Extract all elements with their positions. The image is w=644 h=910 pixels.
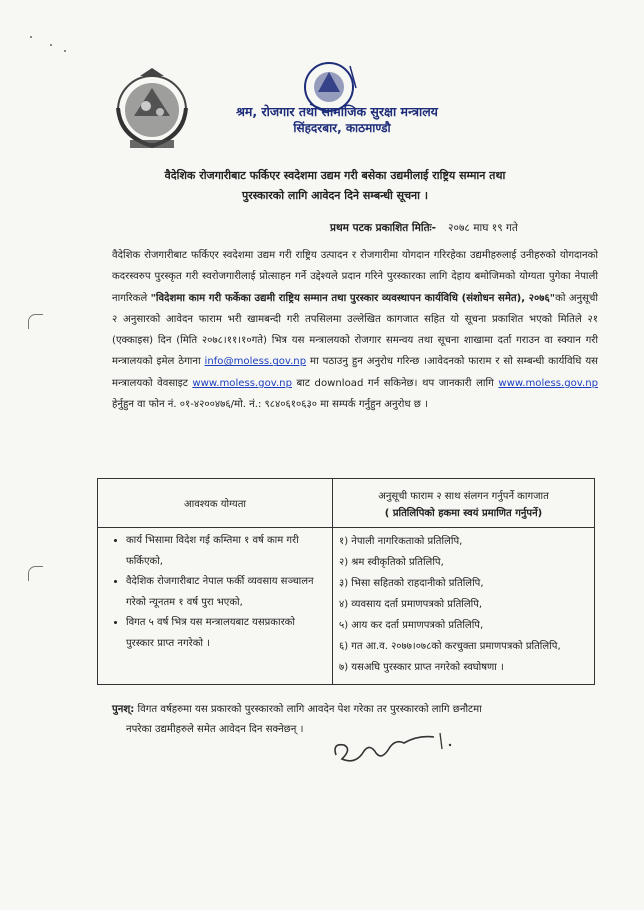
- list-item: • कार्य भिसामा विदेश गई कम्तिमा १ वर्ष काम गरी फर्किएको,: [126, 531, 326, 572]
- notice-title-line1: वैदेशिक रोजगारीबाट फर्किएर स्वदेशमा उद्यम गरी बसेका उद्यमीलाई राष्ट्रिय सम्मान तथा: [164, 169, 506, 182]
- requirements-table: [97, 478, 595, 685]
- table-row: [98, 528, 595, 685]
- list-item: • वैदेशिक रोजगारीबाट नेपाल फर्की व्यवसाय सञ्चालन गरेको न्यूनतम १ वर्ष पुरा भएको,: [126, 572, 326, 613]
- ministry-location: सिंहदरबार, काठमाण्डौ: [293, 121, 391, 135]
- documents-header: [333, 479, 595, 528]
- eligibility-header: आवश्यक योग्यता: [98, 479, 333, 528]
- table-header-row: [98, 479, 595, 528]
- list-item: १) नेपाली नागरिकताको प्रतिलिपि,: [339, 536, 463, 547]
- documents-cell: [333, 528, 595, 685]
- list-item: ६) गत आ.व. २०७७।०७८को करचुक्ता प्रमाणपत्रको प्रतिलिपि,: [339, 641, 561, 652]
- ministry-header: [0, 104, 644, 136]
- list-item: ४) व्यवसाय दर्ता प्रमाणपत्रको प्रतिलिपि,: [339, 599, 483, 610]
- body-part-3: मा पठाउनु हुन अनुरोध गरिन्छ ।आवेदनको फाराम र सो सम्बन्धी कार्यविधि यस मन्त्रालयको वेवसाइट: [112, 356, 598, 389]
- publication-date: [330, 221, 518, 235]
- scan-speck: [50, 44, 52, 46]
- eligibility-list: [104, 531, 326, 654]
- ministry-name: श्रम, रोजगार तथा सामाजिक सुरक्षा मन्त्रालय: [236, 104, 438, 119]
- eligibility-cell: [98, 528, 333, 685]
- list-item: २) श्रम स्वीकृतिको प्रतिलिपि,: [339, 557, 444, 568]
- scan-speck: [64, 50, 66, 52]
- documents-header-line2: ( प्रतिलिपिको हकमा स्वयं प्रमाणित गर्नुपर्ने): [384, 507, 543, 519]
- documents-header-line1: अनुसूची फाराम २ साथ संलगन गर्नुपर्ने कागजात: [378, 490, 549, 502]
- body-part-4: बाट download गर्न सकिनेछ। थप जानकारी लागि: [296, 377, 494, 389]
- documents-list: [339, 531, 588, 678]
- body-part-1: वैदेशिक रोजगारीबाट फर्किएर स्वदेशमा उद्यम गरी राष्ट्रिय उत्पादन र रोजगारीमा योगदान गरिरहेका उद्यमीहरुलाई उनीहरुको योगदानको कदरस्वरुप पुरस्कृत गरी स्वरोजगारीलाई प्रोत्साहन गर्ने उद्देश्यले प्रदान गरिने पुरस्कारका लागि देहाय बमोजिमको योग्यता पुगेका नेपाली नागरिकले: [112, 250, 598, 304]
- notice-title: [70, 166, 600, 206]
- scan-speck: [30, 36, 32, 38]
- punch-hole-mark: [28, 314, 43, 329]
- notice-title-line2: पुरस्कारको लागि आवेदन दिने सम्बन्धी सूचना ।: [241, 189, 429, 202]
- footnote-line1: विगत वर्षहरुमा यस प्रकारको पुरस्कारको लागि आवदेन पेश गरेका तर पुरस्कारको लागि छनौटमा: [137, 704, 482, 715]
- email-link[interactable]: info@moless.gov.np: [204, 356, 307, 368]
- website-link-2[interactable]: www.moless.gov.np: [498, 377, 599, 389]
- website-link-1[interactable]: www.moless.gov.np: [192, 377, 292, 389]
- body-procedure-title: "विदेशमा काम गरी फर्केका उद्यमी राष्ट्रिय सम्मान तथा पुरस्कार व्यवस्थापन कार्यविधि (संशोधन समेत), २०७६": [150, 292, 556, 304]
- list-item: ३) भिसा सहितको राहदानीको प्रतिलिपि,: [339, 578, 484, 589]
- body-part-5: हेर्नुहुन वा फोन नं. ०१-४२००४७६/मो. नं.: ९८४०६१०६३० मा सम्पर्क गर्नुहुन अनुरोध छ ।: [112, 399, 428, 411]
- body-part-2: को अनुसूची २ अनुसारको आवेदन फाराम भरी खामबन्दी गरी तपसिलमा उल्लेखित कागजात सहित यो सूचना प्रकाशित भएको मितिले २१ (एक्काइस) दिन (मिति २०७८।११।१०गते) भित्र यस मन्त्रालयको रोजगार समन्वय तथा सूचना शाखामा दर्ता गराउन वा स्क्यान गरी मन्त्रालयको इमेल ठेगाना: [112, 292, 598, 368]
- footnote-label: पुनश्:: [112, 704, 135, 715]
- notice-body: [112, 245, 598, 415]
- punch-hole-mark: [28, 566, 43, 581]
- publication-date-label: प्रथम पटक प्रकाशित मितिः-: [330, 222, 437, 234]
- publication-date-value: २०७८ माघ १९ गते: [448, 222, 518, 234]
- list-item: ७) यसअघि पुरस्कार प्राप्त नगरेको स्वघोषणा ।: [339, 662, 504, 673]
- list-item: ५) आय कर दर्ता प्रमाणपत्रको प्रतिलिपि,: [339, 620, 484, 631]
- footnote-line2: नपरेका उद्यमीहरुले समेत आवेदन दिन सक्नेछन् ।: [126, 724, 304, 735]
- list-item: • विगत ५ वर्ष भित्र यस मन्त्रालयबाट यसप्रकारको पुरस्कार प्राप्त नगरेको ।: [126, 613, 326, 654]
- signature-mark: [330, 725, 470, 775]
